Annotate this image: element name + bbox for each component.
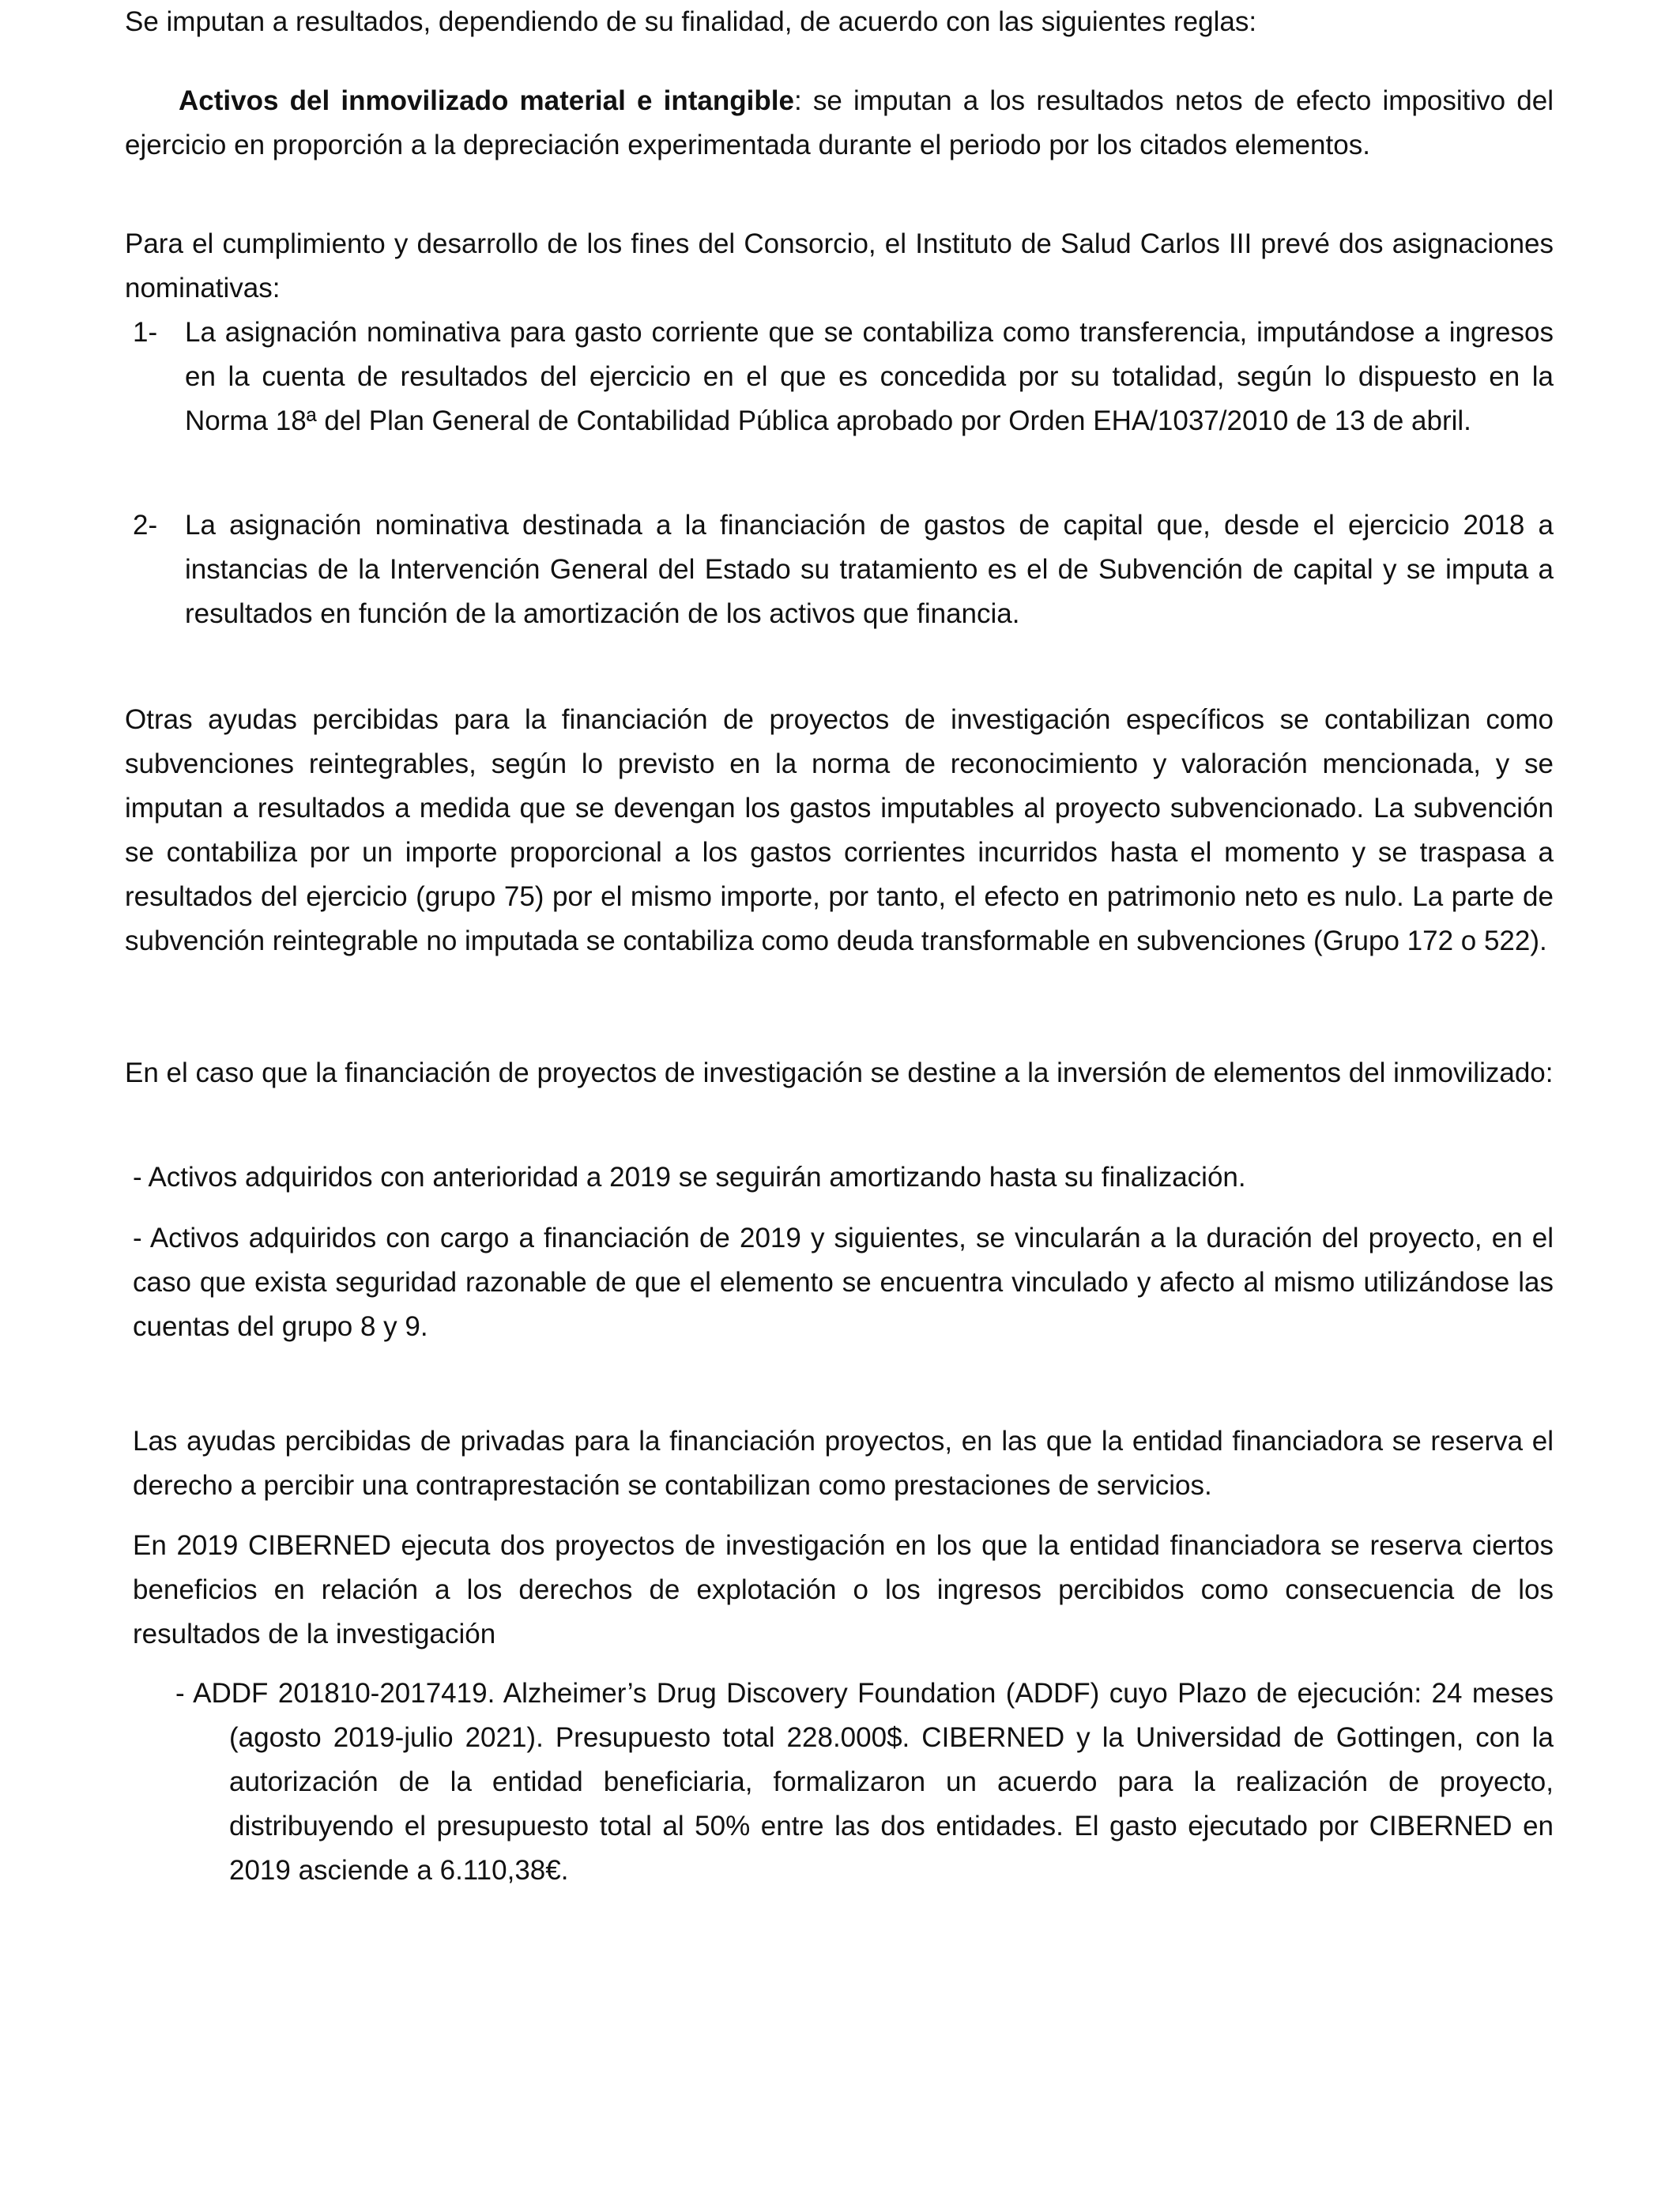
list-item bbox=[125, 503, 1554, 636]
investment-paragraph: En el caso que la financiación de proyectos de investigación se destine a la inversión de elementos del inmovilizado: bbox=[125, 1057, 1554, 1088]
list-item-number: 1- bbox=[133, 317, 158, 348]
grants-paragraph: Otras ayudas percibidas para la financiación de proyectos de investigación específicos se contabilizan como subvenciones reintegrables, según lo previsto en la norma de reconocimiento y valoración mencionada, y se imputan a resultados a medida que se devengan los gastos imputables al proyecto subvencionado. La subvención se contabiliza por un importe proporcional a los gastos corrientes incurridos hasta el momento y se traspasa a resultados del ejercicio (grupo 75) por el mismo importe, por tanto, el efecto en patrimonio neto es nulo. La parte de subvención reintegrable no imputada se contabiliza como deuda transformable en subvenciones (Grupo 172 o 522). bbox=[125, 704, 1554, 956]
list-item-text: La asignación nominativa destinada a la financiación de gastos de capital que, desde el ejercicio 2018 a instancias de la Intervención General del Estado su tratamiento es el de Subvención de capital y se imputa a resultados en función de la amortización de los activos que financia. bbox=[185, 510, 1554, 629]
project-item bbox=[175, 1672, 1554, 1893]
asset-item-post-2019: - Activos adquiridos con cargo a financiación de 2019 y siguientes, se vincularán a la duración del proyecto, en el caso que exista seguridad razonable de que el elemento se encuentra vinculado y afecto al mismo utilizándose las cuentas del grupo 8 y 9. bbox=[133, 1223, 1554, 1342]
list-item-number: 2- bbox=[133, 510, 158, 541]
project-item-text: - ADDF 201810-2017419. Alzheimer’s Drug Discovery Foundation (ADDF) cuyo Plazo de ejecución: 24 meses (agosto 2019-julio 2021). Presupuesto total 228.000$. CIBERNED y la Universidad de Gottingen, con la autorización de la entidad beneficiaria, formalizaron un acuerdo para la realización de proyecto, distribuyendo el presupuesto total al 50% entre las dos entidades. El gasto ejecutado por CIBERNED en 2019 asciende a 6.110,38€. bbox=[175, 1678, 1554, 1886]
rule-heading: Activos del inmovilizado material e intangible bbox=[179, 85, 794, 116]
ciberned-paragraph: En 2019 CIBERNED ejecuta dos proyectos de investigación en los que la entidad financiadora se reserva ciertos beneficios en relación a los derechos de explotación o los ingresos percibidos como consecuencia de los resultados de la investigación bbox=[133, 1530, 1554, 1649]
funding-paragraph: Para el cumplimiento y desarrollo de los fines del Consorcio, el Instituto de Salud Carlos III prevé dos asignaciones nominativas: bbox=[125, 228, 1554, 303]
intro-paragraph: Se imputan a resultados, dependiendo de su finalidad, de acuerdo con las siguientes reglas: bbox=[125, 6, 1257, 37]
rule-paragraph bbox=[125, 79, 1554, 168]
private-funding-paragraph: Las ayudas percibidas de privadas para la financiación proyectos, en las que la entidad financiadora se reserva el derecho a percibir una contraprestación se contabilizan como prestaciones de servicios. bbox=[133, 1426, 1554, 1501]
list-item bbox=[125, 311, 1554, 443]
asset-item-pre-2019: - Activos adquiridos con anterioridad a 2019 se seguirán amortizando hasta su finalización. bbox=[133, 1162, 1246, 1193]
list-item-text: La asignación nominativa para gasto corriente que se contabiliza como transferencia, imputándose a ingresos en la cuenta de resultados del ejercicio en el que es concedida por su totalidad, según lo dispuesto en la Norma 18ª del Plan General de Contabilidad Pública aprobado por Orden EHA/1037/2010 de 13 de abril. bbox=[185, 317, 1554, 436]
rule-text: : se imputan a los resultados netos de efecto impositivo del ejercicio en proporción a la depreciación experimentada durante el periodo por los citados elementos. bbox=[125, 85, 1554, 160]
